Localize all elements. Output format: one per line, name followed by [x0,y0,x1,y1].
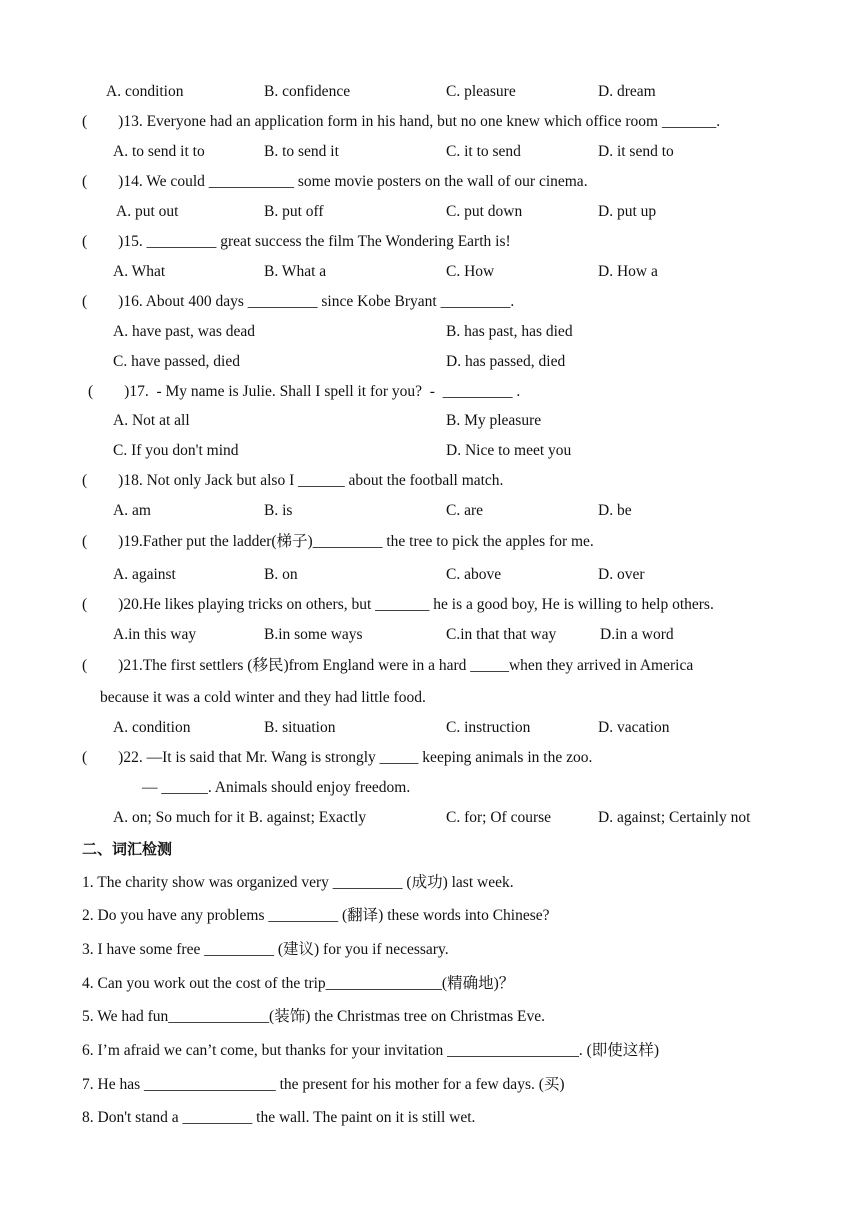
vocab-item: 8. Don't stand a _________ the wall. The paint on it is still wet. [82,1109,476,1126]
q12-option-d: D. dream [598,83,656,100]
q22-option-ab: A. on; So much for it B. against; Exactly [113,809,367,826]
q13-option-c: C. it to send [446,143,521,160]
q17-option-a: A. Not at all [113,412,190,429]
q18-option-a: A. am [113,502,151,519]
q17-option-c: C. If you don't mind [113,442,239,459]
q18-option-b: B. is [264,502,293,519]
q21-option-c: C. instruction [446,719,531,736]
q16-option-b: B. has past, has died [446,323,573,340]
q14-option-d: D. put up [598,203,657,220]
section-heading: 二、词汇检测 [82,840,173,858]
question-14: ( )14. We could ___________ some movie posters on the wall of our cinema. [82,173,588,190]
question-19: ( )19.Father put the ladder(梯子)_________ the tree to pick the apples for me. [82,533,594,550]
q20-option-c: C.in that that way [446,626,557,643]
vocab-item: 4. Can you work out the cost of the trip_______________(精确地)？ [82,975,515,992]
vocab-item: 5. We had fun_____________(装饰) the Christmas tree on Christmas Eve. [82,1008,545,1025]
q17-option-d: D. Nice to meet you [446,442,572,459]
question-16: ( )16. About 400 days _________ since Kobe Bryant _________. [82,293,515,310]
q14-option-b: B. put off [264,203,324,220]
q21-option-d: D. vacation [598,719,670,736]
question-21-continued: because it was a cold winter and they had little food. [100,689,426,706]
q17-option-b: B. My pleasure [446,412,542,429]
q15-option-b: B. What a [264,263,327,280]
q18-option-c: C. are [446,502,484,519]
vocab-item: 3. I have some free _________ (建议) for you if necessary. [82,941,449,958]
q18-option-d: D. be [598,502,632,519]
q16-option-d: D. has passed, died [446,353,566,370]
question-21: ( )21.The first settlers (移民)from England were in a hard _____when they arrived in America [82,657,694,674]
question-18: ( )18. Not only Jack but also I ______ about the football match. [82,472,504,489]
vocab-item: 2. Do you have any problems _________ (翻译) these words into Chinese? [82,907,550,924]
q14-option-c: C. put down [446,203,523,220]
question-13: ( )13. Everyone had an application form in his hand, but no one knew which office room _______. [82,113,721,130]
q21-option-b: B. situation [264,719,336,736]
q15-option-a: A. What [113,263,166,280]
q16-option-a: A. have past, was dead [113,323,256,340]
q20-option-b: B.in some ways [264,626,363,643]
q20-option-d: D.in a word [600,626,674,643]
q16-option-c: C. have passed, died [113,353,240,370]
question-22-continued: — ______. Animals should enjoy freedom. [142,779,411,796]
vocab-item: 6. I’m afraid we can’t come, but thanks for your invitation _________________. (即使这样) [82,1042,659,1059]
q13-option-a: A. to send it to [113,143,205,160]
vocab-item: 7. He has _________________ the present for his mother for a few days. (买) [82,1076,565,1093]
vocab-item: 1. The charity show was organized very _________ (成功) last week. [82,874,514,891]
q19-option-b: B. on [264,566,298,583]
question-17: ( )17. - My name is Julie. Shall I spell it for you? - _________ . [88,383,521,400]
question-15: ( )15. _________ great success the film The Wondering Earth is! [82,233,511,250]
q12-option-a: A. condition [106,83,184,100]
q19-option-d: D. over [598,566,645,583]
q21-option-a: A. condition [113,719,191,736]
q15-option-d: D. How a [598,263,658,280]
q12-option-b: B. confidence [264,83,351,100]
q19-option-a: A. against [113,566,176,583]
q22-option-d: D. against; Certainly not [598,809,751,826]
q13-option-d: D. it send to [598,143,674,160]
q15-option-c: C. How [446,263,495,280]
q13-option-b: B. to send it [264,143,339,160]
q12-option-c: C. pleasure [446,83,516,100]
question-20: ( )20.He likes playing tricks on others, but _______ he is a good boy, He is willing to help others. [82,596,714,613]
q22-option-c: C. for; Of course [446,809,552,826]
q20-option-a: A.in this way [113,626,197,643]
question-22: ( )22. —It is said that Mr. Wang is strongly _____ keeping animals in the zoo. [82,749,593,766]
q14-option-a: A. put out [116,203,179,220]
q19-option-c: C. above [446,566,502,583]
